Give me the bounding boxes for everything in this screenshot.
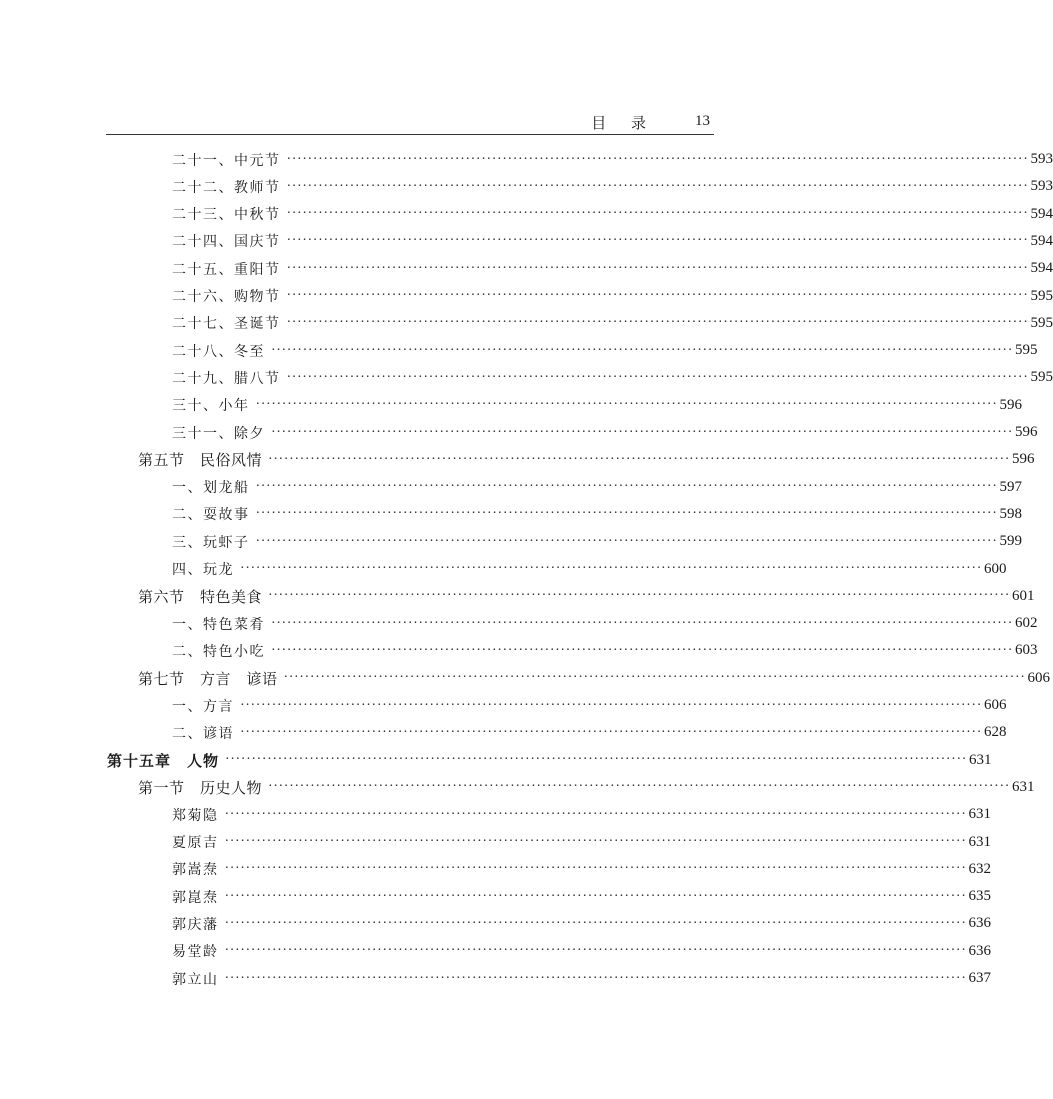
toc-entry-title: 第七节 方言 谚语 xyxy=(138,669,278,688)
toc-entry xyxy=(172,801,991,828)
toc-leader-dots: ············································································································································· xyxy=(255,479,998,495)
header-title: 目 录 xyxy=(591,114,656,132)
toc-entry-page: 595 xyxy=(1030,287,1053,304)
toc-leader-dots: ············································································································································· xyxy=(240,561,982,576)
toc-entry xyxy=(172,965,991,992)
toc-entry-page: 595 xyxy=(1014,342,1038,359)
toc-leader-dots: ············································································································································· xyxy=(255,533,998,549)
toc-entry-title: 二十九、腊八节 xyxy=(172,370,281,387)
toc-entry-title: 一、方言 xyxy=(172,698,234,715)
toc-leader-dots: ············································································································································· xyxy=(224,834,967,849)
toc-entry xyxy=(172,364,1053,391)
running-header xyxy=(106,112,714,135)
toc-entry-title: 易堂龄 xyxy=(172,944,219,961)
toc-entry-page: 595 xyxy=(1030,369,1053,386)
toc-entry xyxy=(172,637,1038,664)
toc-entry xyxy=(172,283,1053,310)
toc-leader-dots: ············································································································································· xyxy=(255,506,998,522)
toc-entry-title: 四、玩龙 xyxy=(172,562,234,578)
toc-leader-dots: ············································································································································· xyxy=(271,424,1013,440)
toc-entry xyxy=(172,610,1038,637)
toc-entry-title: 二十四、国庆节 xyxy=(172,234,281,251)
toc-leader-dots: ············································································································································· xyxy=(255,397,998,413)
toc-leader-dots: ············································································································································· xyxy=(224,943,967,959)
toc-entry xyxy=(172,173,1053,200)
toc-leader-dots: ············································································································································· xyxy=(224,888,967,904)
toc-leader-dots: ············································································································································· xyxy=(286,288,1029,303)
toc-entry xyxy=(172,556,1007,583)
toc-entry xyxy=(172,146,1053,173)
toc-entry-title: 二十七、圣诞节 xyxy=(172,316,281,333)
toc-entry-page: 593 xyxy=(1030,178,1053,195)
toc-entry-page: 637 xyxy=(968,970,991,986)
toc-entry-page: 631 xyxy=(1011,778,1035,795)
toc-entry xyxy=(172,910,991,937)
toc-leader-dots: ············································································································································· xyxy=(286,260,1029,276)
toc-entry xyxy=(138,446,1035,473)
toc-leader-dots: ············································································································································· xyxy=(286,178,1029,194)
toc-entry-page: 631 xyxy=(968,806,991,823)
toc-entry-page: 596 xyxy=(999,396,1022,413)
toc-entry-title: 三十一、除夕 xyxy=(172,425,265,442)
toc-entry xyxy=(172,719,1007,746)
toc-entry-title: 郭崑焘 xyxy=(172,889,219,906)
toc-entry-page: 596 xyxy=(1011,451,1035,468)
toc-entry-title: 二十八、冬至 xyxy=(172,343,265,360)
toc-entry-page: 628 xyxy=(983,724,1007,741)
toc-leader-dots: ············································································································································· xyxy=(286,315,1029,331)
header-page-number: 13 xyxy=(695,113,710,129)
toc-leader-dots: ············································································································································· xyxy=(268,588,1010,604)
toc-entry-page: 594 xyxy=(1030,260,1053,277)
toc-entry xyxy=(172,856,991,883)
toc-entry xyxy=(172,228,1053,255)
toc-leader-dots: ············································································································································· xyxy=(240,724,982,740)
toc-entry-title: 二十一、中元节 xyxy=(172,152,281,169)
toc-entry-title: 一、特色菜肴 xyxy=(172,616,265,633)
toc-entry xyxy=(138,774,1035,801)
toc-leader-dots: ············································································································································· xyxy=(224,861,967,877)
toc-entry xyxy=(172,528,1022,555)
toc-entry-title: 第六节 特色美食 xyxy=(138,587,263,606)
toc-entry-page: 601 xyxy=(1011,587,1035,604)
toc-entry-title: 郑菊隐 xyxy=(172,807,219,824)
toc-entry-page: 595 xyxy=(1030,314,1053,331)
toc-entry-title: 二、特色小吃 xyxy=(172,643,265,660)
toc-entry xyxy=(172,255,1053,282)
toc-entry-page: 606 xyxy=(1027,669,1050,686)
toc-entry-title: 夏原吉 xyxy=(172,835,219,851)
toc-entry-title: 郭立山 xyxy=(172,971,219,988)
toc-entry xyxy=(172,419,1038,446)
toc-leader-dots: ············································································································································· xyxy=(283,670,1026,686)
toc-entry-page: 594 xyxy=(1030,232,1053,249)
toc-entry-title: 二十三、中秋节 xyxy=(172,207,281,224)
toc-entry-title: 郭庆藩 xyxy=(172,916,219,933)
toc-entry-title: 三、玩虾子 xyxy=(172,534,250,551)
toc-entry-page: 602 xyxy=(1014,615,1038,632)
toc-entry-page: 635 xyxy=(968,888,991,905)
toc-leader-dots: ············································································································································· xyxy=(286,206,1029,222)
toc-entry xyxy=(138,583,1035,610)
toc-entry-page: 600 xyxy=(983,560,1007,577)
toc-entry xyxy=(172,501,1022,528)
toc-entry-title: 第五节 民俗风情 xyxy=(138,451,263,470)
toc-entry-page: 596 xyxy=(1014,424,1038,440)
toc-entry-title: 一、划龙船 xyxy=(172,480,250,497)
toc-entry-title: 郭嵩焘 xyxy=(172,862,219,879)
toc-entry-title: 第一节 历史人物 xyxy=(138,778,263,797)
toc-entry xyxy=(172,883,991,910)
toc-entry-title: 三十、小年 xyxy=(172,398,250,415)
toc-entry-page: 598 xyxy=(999,505,1022,522)
toc-entry-page: 597 xyxy=(999,478,1022,495)
toc-entry-page: 636 xyxy=(968,915,991,932)
toc-entry xyxy=(172,392,1022,419)
toc-leader-dots: ············································································································································· xyxy=(224,806,967,822)
toc-leader-dots: ············································································································································· xyxy=(224,915,967,931)
toc-entry-title: 二十五、重阳节 xyxy=(172,261,281,278)
toc-entry xyxy=(172,310,1053,337)
toc-leader-dots: ············································································································································· xyxy=(286,151,1029,167)
toc-entry xyxy=(172,692,1007,719)
toc-entry xyxy=(172,829,991,856)
toc-entry-title: 第十五章 人物 xyxy=(107,751,220,770)
toc-entry-title: 二十二、教师节 xyxy=(172,179,281,196)
toc-entry xyxy=(172,938,991,965)
toc-leader-dots: ············································································································································· xyxy=(286,369,1029,385)
toc-entry-title: 二、耍故事 xyxy=(172,507,250,524)
toc-entry xyxy=(138,665,1050,692)
toc-entry-page: 593 xyxy=(1030,151,1053,167)
toc-leader-dots: ············································································································································· xyxy=(271,342,1013,358)
toc-leader-dots: ············································································································································· xyxy=(268,451,1010,467)
toc-entry-page: 594 xyxy=(1030,205,1053,222)
toc-entry xyxy=(172,201,1053,228)
toc-leader-dots: ············································································································································· xyxy=(268,779,1010,795)
toc-leader-dots: ············································································································································· xyxy=(225,752,967,768)
toc-entry-title: 二十六、购物节 xyxy=(172,289,281,305)
toc-entry-page: 603 xyxy=(1014,642,1038,659)
toc-leader-dots: ············································································································································· xyxy=(240,697,982,713)
toc-entry-title: 二、谚语 xyxy=(172,725,234,742)
toc-entry-page: 606 xyxy=(983,697,1007,713)
toc-leader-dots: ············································································································································· xyxy=(271,642,1013,658)
toc-entry xyxy=(172,474,1022,501)
toc-entry-page: 631 xyxy=(968,751,992,768)
toc-entry-page: 636 xyxy=(968,942,991,959)
toc-leader-dots: ············································································································································· xyxy=(286,233,1029,249)
toc-entry xyxy=(172,337,1038,364)
toc-leader-dots: ············································································································································· xyxy=(271,615,1013,631)
toc-entry xyxy=(107,747,992,774)
toc-leader-dots: ············································································································································· xyxy=(224,970,967,986)
toc-entry-page: 599 xyxy=(999,533,1022,550)
toc-entry-page: 632 xyxy=(968,860,991,877)
toc-entry-page: 631 xyxy=(968,833,991,850)
